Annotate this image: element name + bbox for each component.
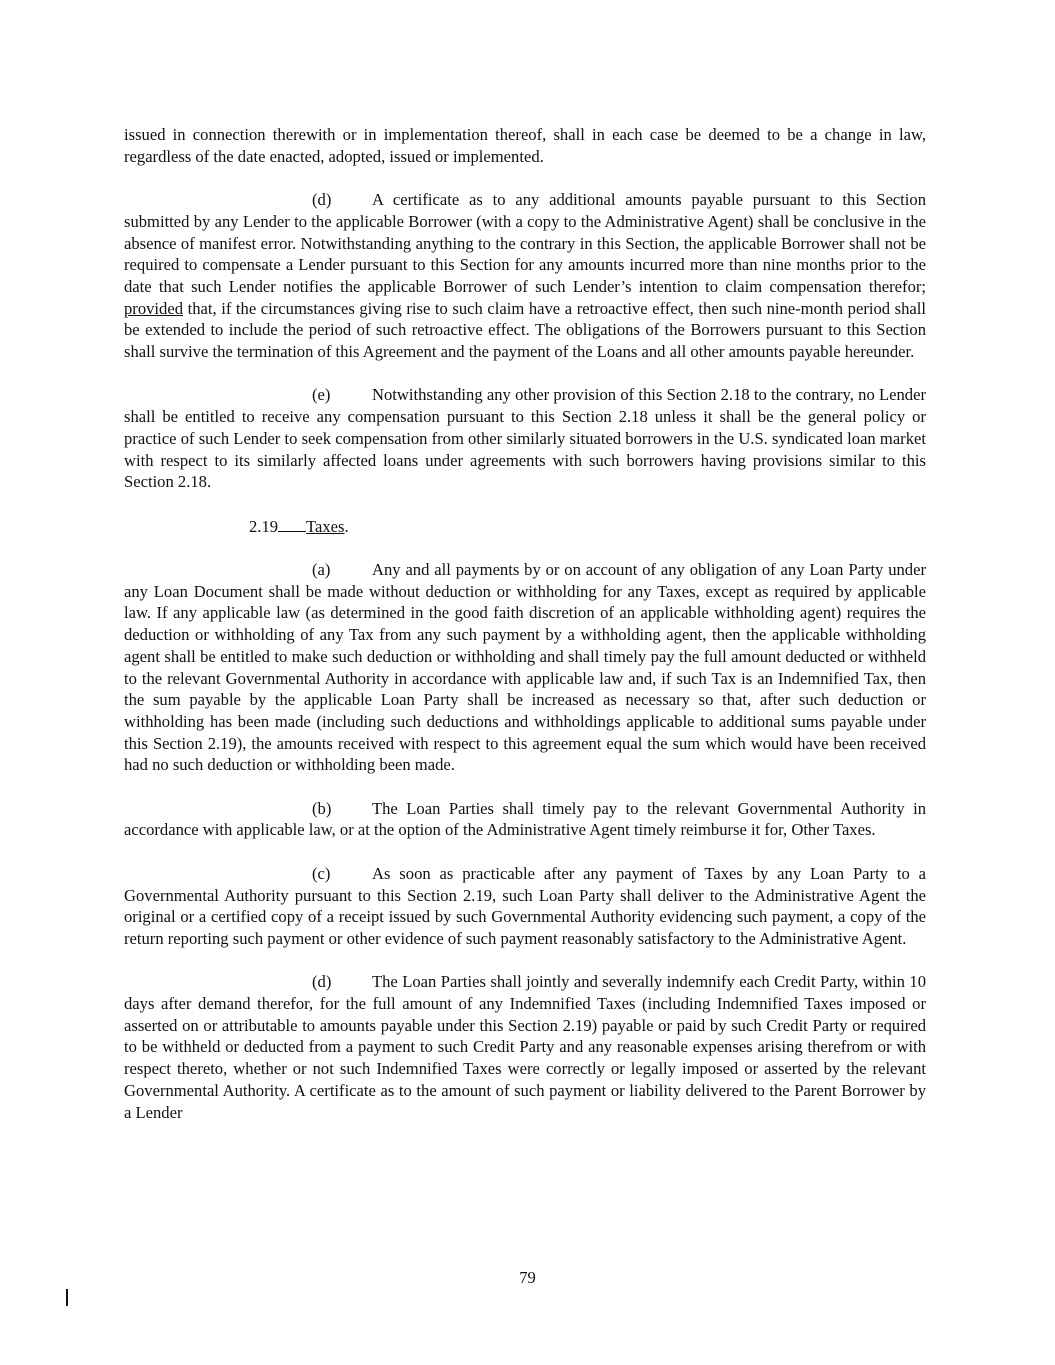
page-number: 79 (519, 1268, 536, 1287)
paragraph-label: (b) (312, 798, 332, 818)
paragraph-continuation: issued in connection therewith or in implementation thereof, shall in each case be deemed to be a change in law, regardless of the date enacted, adopted, issued or implemented. (124, 125, 926, 166)
paragraph-text: As soon as practicable after any payment of Taxes by any Loan Party to a Governmental Authority pursuant to this Section 2.19, such Loan Party shall deliver to the Administrative Agent the original or a certified copy of a receipt issued by such Governmental Authority evidencing such payment, a copy of the return reporting such payment or other evidence of such payment reasonably satisfactory to the Administrative Agent. (124, 863, 926, 948)
paragraph-text: The Loan Parties shall jointly and severally indemnify each Credit Party, within 10 days after demand therefor, for the full amount of any Indemnified Taxes (including Indemnified Taxes imposed or asserted on or attributable to amounts payable under this Section 2.19) payable or paid by such Credit Party or required to be withheld or deducted from a payment to such Credit Party and any reasonable expenses arising therefrom or with respect thereto, whether or not such Indemnified Taxes were correctly or legally imposed or asserted by the relevant Governmental Authority. A certificate as to the amount of such payment or liability delivered to the Parent Borrower by a Lender (124, 972, 926, 1122)
section-heading (124, 515, 926, 538)
revision-margin-bar (66, 1289, 68, 1306)
paragraph-label: (d) (312, 972, 332, 992)
section-number: 2.19 (249, 516, 279, 536)
paragraph-b-other-taxes (124, 798, 926, 841)
provided-underlined: provided (124, 298, 183, 318)
document-body (124, 124, 926, 1123)
paragraph-label: (a) (312, 560, 331, 579)
paragraph-a-payments (124, 559, 926, 776)
paragraph-e-notwithstanding (124, 384, 926, 493)
paragraph-text: A certificate as to any additional amounts payable pursuant to this Section submitted by any Lender to the applicable Borrower (with a copy to the Administrative Agent) shall be conclusive in the absence of manifest error. Notwithstanding anything to the contrary in this Section, the applicable Borrower shall not be required to compensate a Lender pursuant to this Section for any amounts incurred more than nine months prior to the date that such Lender notifies the applicable Borrower of such Lender’s intention to claim compensation therefor; (124, 190, 926, 296)
section-title: Taxes (306, 516, 345, 536)
paragraph-label: (c) (312, 863, 331, 883)
paragraph-d-certificate (124, 189, 926, 363)
paragraph-c-receipt (124, 863, 926, 950)
paragraph-text: The Loan Parties shall timely pay to the relevant Governmental Authority in accordance with applicable law, or at the option of the Administrative Agent timely reimburse it for, Other Taxes. (124, 798, 926, 840)
paragraph-d-indemnify (124, 971, 926, 1123)
section-title-suffix: . (344, 516, 349, 536)
paragraph-text: Any and all payments by or on account of any obligation of any Loan Party under any Loan Document shall be made without deduction or withholding for any Taxes, except as required by applicable law. If any applicable law (as determined in the good faith discretion of an applicable withholding agent) requires the deduction or withholding of any Tax from any such payment by a withholding agent, then the applicable withholding agent shall be entitled to make such deduction or withholding and shall timely pay the full amount deducted or withheld to the relevant Governmental Authority in accordance with applicable law and, if such Tax is an Indemnified Tax, then the sum payable by the applicable Loan Party shall be increased as necessary so that, after such deduction or withholding has been made (including such deductions and withholdings applicable to additional sums payable under this Section 2.19), the amounts received with respect to this agreement equal the sum which would have been received had no such deduction or withholding been made. (124, 560, 926, 775)
paragraph-text: that, if the circumstances giving rise to such claim have a retroactive effect, then such nine-month period shall be extended to include the period of such retroactive effect. The obligations of the Borrowers pursuant to this Section shall survive the termination of this Agreement and the payment of the Loans and all other amounts payable hereunder. (124, 298, 926, 362)
paragraph-label: (e) (312, 385, 331, 405)
paragraph-label: (d) (312, 190, 332, 210)
paragraph-text: Notwithstanding any other provision of this Section 2.18 to the contrary, no Lender shall be entitled to receive any compensation pursuant to this Section 2.18 unless it shall be the general policy or practice of such Lender to seek compensation from other similarly situated borrowers in the U.S. syndicated loan market with respect to its similarly affected loans under agreements with such borrowers having provisions similar to this Section 2.18. (124, 385, 926, 492)
heading-underline-gap (278, 515, 306, 532)
